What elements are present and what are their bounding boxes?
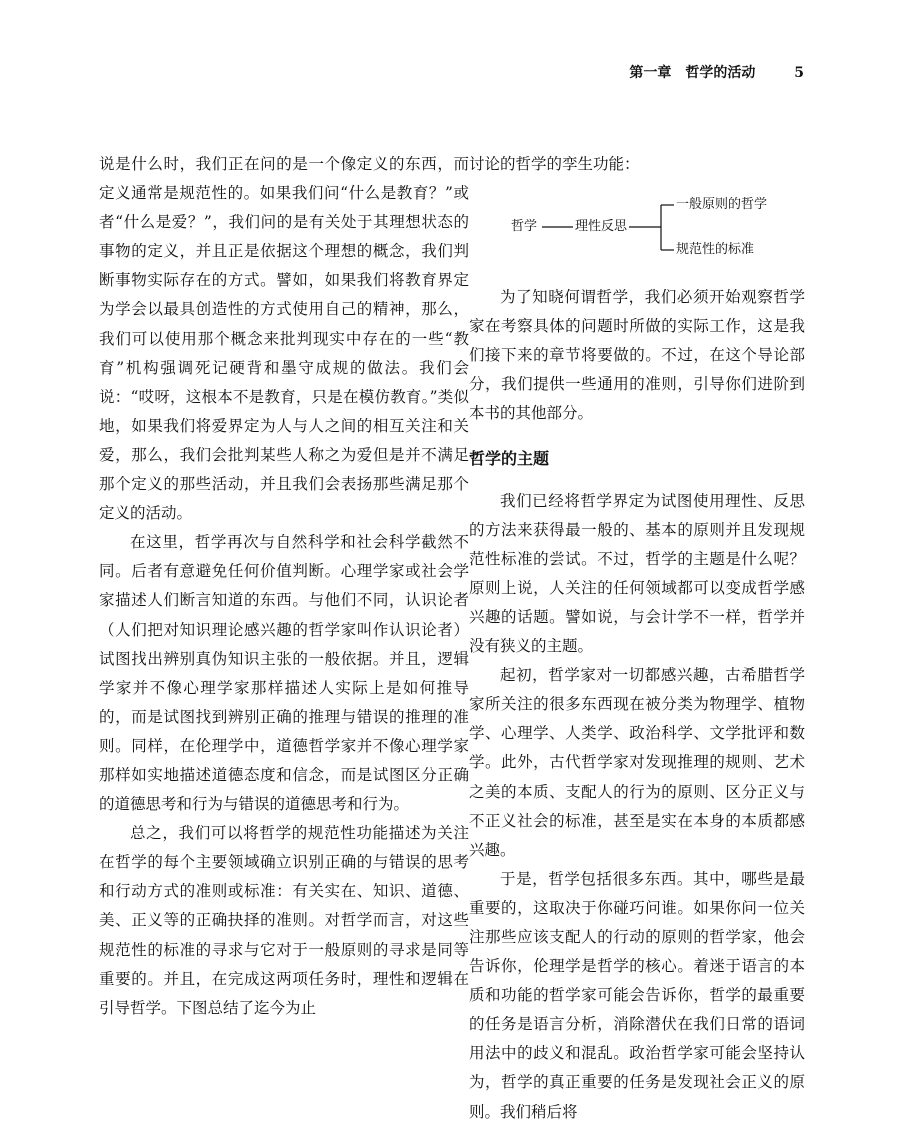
diagram-branch-bottom: 规范性的标准 [676,242,755,258]
paragraph: 讨论的哲学的孪生功能： [469,155,640,173]
page-number: 5 [794,65,804,81]
chapter-title: 第一章 哲学的活动 [629,65,756,81]
section-heading: 哲学的主题 [469,448,550,468]
philosophy-functions-diagram [469,185,805,269]
diagram-root: 哲学 [511,219,538,235]
diagram-branch-top: 一般原则的哲学 [676,197,768,213]
paragraph: 于是，哲学包括很多东西。其中，哪些是最重要的，这取决于你碰巧问谁。如果你问一位关注那些应该支配人的行动的原则的哲学家，他会告诉你，伦理学是哲学的核心。着迷于语言的本质和功能的哲学家可能会告诉你，哲学的最重要的任务是语言分析，消除潜伏在我们日常的语词用法中的歧义和混乱。政治哲学家可能会坚持认为，哲学的真正重要的任务是发现社会正义的原则。我们稍后将 [469,869,805,1121]
paragraph: 总之，我们可以将哲学的规范性功能描述为关注在哲学的每个主要领域确立识别正确的与错误的思考和行动方式的准则或标准：有关实在、知识、道德、美、正义等的正确抉择的准则。对哲学而言，对这些规范性的标准的寻求与它对于一般原则的寻求是同等重要的。并且，在完成这两项任务时，理性和逻辑在引导哲学。下图总结了迄今为止 [99,824,469,1017]
paragraph: 为了知晓何谓哲学，我们必须开始观察哲学家在考察具体的问题时所做的实际工作，这是我们接下来的章节将要做的。不过，在这个导论部分，我们提供一些通用的准则，引导你们进阶到本书的其他部分。 [469,288,805,423]
right-column [469,150,805,1127]
running-header [629,62,804,82]
paragraph: 起初，哲学家对一切都感兴趣，古希腊哲学家所关注的很多东西现在被分类为物理学、植物学、心理学、人类学、政治科学、文学批评和数学。此外，古代哲学家对发现推理的规则、艺术之美的本质、支配人的行为的原则、区分正义与不正义社会的标准，甚至是实在本身的本质都感兴趣。 [469,666,805,859]
paragraph: 在这里，哲学再次与自然科学和社会科学截然不同。后者有意避免任何价值判断。心理学家或社会学家描述人们断言知道的东西。与他们不同，认识论者（人们把对知识理论感兴趣的哲学家叫作认识论者）试图找出辨别真伪知识主张的一般依据。并且，逻辑学家并不像心理学家那样描述人实际上是如何推导的，而是试图找到辨别正确的推理与错误的推理的准则。同样，在伦理学中，道德哲学家并不像心理学家那样如实地描述道德态度和信念，而是试图区分正确的道德思考和行为与错误的道德思考和行为。 [99,533,469,814]
left-column [99,150,469,1023]
diagram-middle: 理性反思 [575,219,628,235]
paragraph: 我们已经将哲学界定为试图使用理性、反思的方法来获得最一般的、基本的原则并且发现规范性标准的尝试。不过，哲学的主题是什么呢？原则上说，人关注的任何领域都可以变成哲学感兴趣的话题。譬如说，与会计学不一样，哲学并没有狭义的主题。 [469,491,805,656]
paragraph: 说是什么时，我们正在问的是一个像定义的东西，而定义通常是规范性的。如果我们问“什么是教育？”或者“什么是爱？”，我们问的是有关处于其理想状态的事物的定义，并且正是依据这个理想的概念，我们判断事物实际存在的方式。譬如，如果我们将教育界定为学会以最具创造性的方式使用自己的精神，那么，我们可以使用那个概念来批判现实中存在的一些“教育”机构强调死记硬背和墨守成规的做法。我们会说：“哎呀，这根本不是教育，只是在模仿教育。”类似地，如果我们将爱界定为人与人之间的相互关注和关爱，那么，我们会批判某些人称之为爱但是并不满足那个定义的那些活动，并且我们会表扬那些满足那个定义的活动。 [99,155,469,523]
